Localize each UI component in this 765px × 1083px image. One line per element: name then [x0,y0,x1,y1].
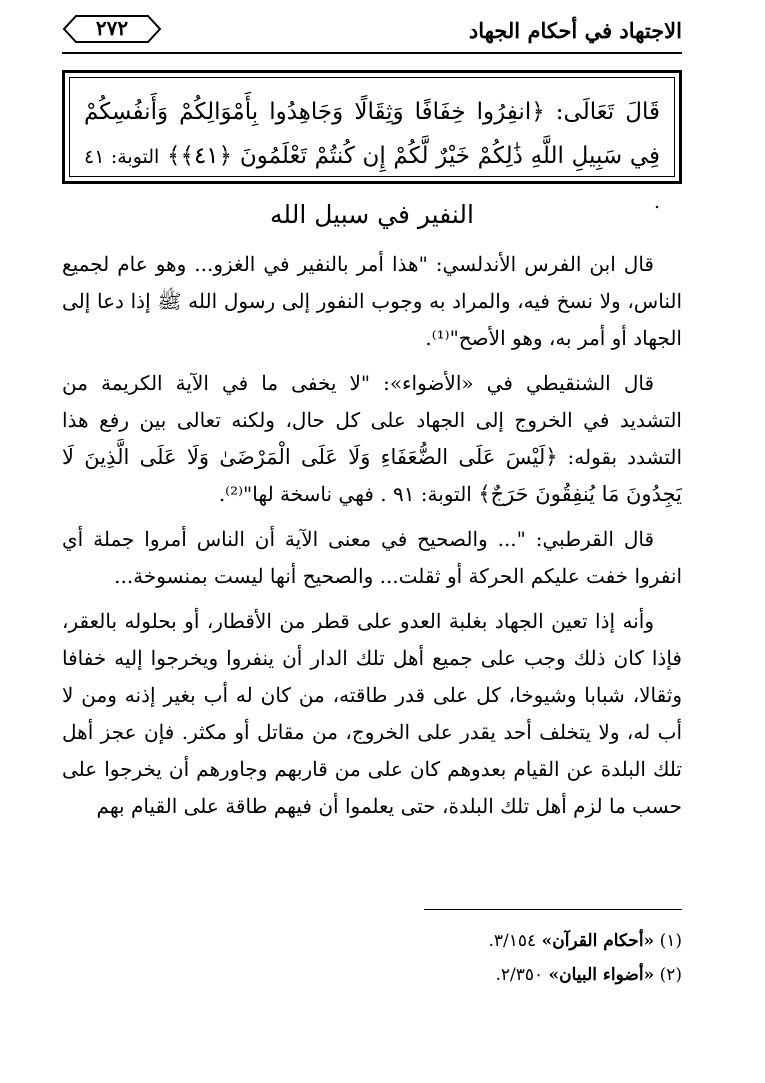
footnote-source: «أضواء البيان» [548,965,655,985]
body-text [62,246,682,833]
footnote-ref: ٣/١٥٤. [488,931,537,951]
paragraph-qurtubi: قال القرطبي: "... والصحيح في معنى الآية أن الناس أمروا جملة أي انفروا خفت عليكم الحركة أو ثقلت... والصحيح أنها ليست بمنسوخة... [62,527,682,588]
paragraph-ibn-al-faras: قال ابن الفرس الأندلسي: "هذا أمر بالنفير في الغزو... وهو عام لجميع الناس، ولا نسخ فيه، والمراد به وجوب النفور إلى رسول الله ﷺ إذا دعا إلى الجهاد أو أمر به، وهو الأصح"⁽¹⁾. [62,252,683,350]
shanqiti-reference: التوبة: ٩١ . فهي ناسخة لها"⁽²⁾. [218,482,472,506]
quran-verse-reference: التوبة: ٤١ . [84,146,660,213]
page-number-tab [62,14,162,42]
quran-verse-text: قَالَ تَعَالَى: ﴿انفِرُوا خِفَافًا وَثِقَالًا وَجَاهِدُوا بِأَمْوَالِكُمْ وَأَنفُسِكُمْ فِي سَبِيلِ اللَّهِ ذَٰلِكُمْ خَيْرٌ لَّكُمْ إِن كُنتُمْ تَعْلَمُونَ ﴿٤١﴾﴾ [84,99,660,169]
paragraph-qurtubi-continued: وأنه إذا تعين الجهاد بغلبة العدو على قطر من الأقطار، أو بحلوله بالعقر، فإذا كان ذلك وجب على جميع أهل تلك الدار أن ينفروا ويخرجوا إليه خفافا وثقالا، شبابا وشيوخا، كل على قدر طاقته، من كان له أب بغير إذنه ومن لا أب له، ولا يتخلف أحد يقدر على الخروج، من مقاتل أو مكثر. فإن عجز أهل تلك البلدة عن القيام بعدوهم كان على من قاربهم وجاورهم أن يخرجوا على حسب ما لزم أهل تلك البلدة، حتى يعلموا أن فيهم طاقة على القيام بهم [62,609,682,818]
footnote-marker: (١) [659,931,682,951]
page-number: ٢٧٢ [95,16,129,40]
quran-inline-verse: ﴿لَيْسَ عَلَى الضُّعَفَاءِ وَلَا عَلَى الْمَرْضَىٰ وَلَا عَلَى الَّذِينَ لَا يَجِدُونَ مَا يُنفِقُونَ حَرَجٌ﴾ [62,445,682,506]
page-header [62,12,682,54]
quran-verse-box [62,70,682,213]
running-title: الاجتهاد في أحكام الجهاد [468,18,682,43]
section-heading: النفير في سبيل الله [270,200,474,229]
footnote-2 [62,958,682,992]
shanqiti-text: قال الشنقيطي في «الأضواء»: "لا يخفى ما في الآية الكريمة من التشديد في الخروج إلى الجهاد على كل حال، ولكنه تعالى بين رفع هذا التشدد بقوله: [62,371,682,469]
paragraph-shanqiti [62,365,682,513]
footnote-source: «أحكام القرآن» [541,931,655,951]
footnotes [62,924,682,992]
quran-verse-frame [69,77,675,213]
footnote-marker: (٢) [659,965,682,985]
footnote-1 [62,924,682,958]
footnote-ref: ٢/٣٥٠. [495,965,544,985]
footnote-separator [424,909,682,910]
